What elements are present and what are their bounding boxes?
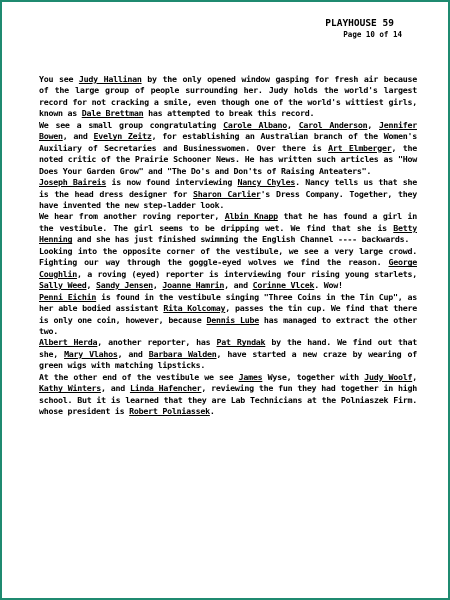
paragraph bbox=[39, 337, 417, 371]
person-name: Joanne Hamrin bbox=[162, 280, 225, 291]
text-run: , and bbox=[62, 131, 94, 142]
text-run: . Wow! bbox=[314, 280, 343, 291]
paragraph bbox=[39, 292, 417, 338]
person-name: Penni Eichin bbox=[39, 291, 97, 302]
text-run: , bbox=[367, 119, 380, 130]
paragraph bbox=[39, 211, 417, 245]
person-name: Sally Weed bbox=[39, 280, 87, 291]
document-title: PLAYHOUSE 59 bbox=[325, 18, 394, 29]
text-run: , for establishing an Australian branch of the Women's Auxiliary of Secretaries and Businesswomen. Over there is bbox=[39, 131, 417, 153]
person-name: Carol Anderson bbox=[298, 119, 368, 130]
text-run: , and bbox=[224, 280, 253, 291]
text-run: We hear from another roving reporter, bbox=[39, 211, 225, 222]
paragraph bbox=[39, 246, 417, 292]
person-name: Pat Ryndak bbox=[216, 337, 266, 348]
person-name: Mary Vlahos bbox=[64, 348, 118, 359]
text-run: You see bbox=[39, 74, 79, 84]
text-run: , have started a new craze by wearing of green wigs with matching lipsticks. bbox=[39, 348, 417, 371]
person-name: George Coughlin bbox=[39, 257, 417, 279]
person-name: Betty Henning bbox=[39, 222, 417, 245]
person-name: Judy Woolf bbox=[364, 371, 413, 382]
person-name: Robert Polniassek bbox=[129, 406, 210, 417]
person-name: Rita Kolcomay bbox=[163, 303, 226, 314]
text-run: . bbox=[209, 406, 215, 417]
text-run: , bbox=[152, 280, 163, 291]
person-name: Evelyn Zeitz bbox=[93, 131, 152, 142]
paragraph bbox=[39, 177, 417, 211]
text-run: At the other end of the vestibule we see bbox=[39, 371, 239, 382]
text-run: has attempted to break this record. bbox=[143, 108, 315, 119]
text-run: We see a small group congratulating bbox=[39, 119, 224, 130]
document-body bbox=[39, 74, 417, 418]
paragraph bbox=[39, 120, 417, 177]
person-name: Albert Herda bbox=[39, 337, 98, 348]
text-run: . Nancy tells us that she is the head dress designer for bbox=[39, 177, 417, 199]
person-name: Art Elmberger bbox=[328, 142, 392, 153]
text-run: that he has found a girl in the vestibule. The girl seems to be dripping wet. We find that she is bbox=[39, 211, 417, 233]
person-name: Corinne Vlcek bbox=[252, 280, 315, 291]
person-name: Albin Knapp bbox=[224, 211, 278, 222]
person-name: Judy Hallinan bbox=[78, 74, 142, 84]
person-name: Linda Hafencher bbox=[129, 383, 202, 394]
text-run: , bbox=[86, 280, 96, 291]
person-name: Barbara Walden bbox=[148, 348, 217, 359]
person-name: Jennifer Bowen bbox=[39, 119, 417, 142]
person-name: Sandy Jensen bbox=[95, 280, 153, 291]
text-run: , reviewing the fun they had together in high school. But it is learned that they are Lab Technicians at the Polniaszek Firm. whose president is bbox=[39, 383, 417, 417]
text-run: Wyse, together with bbox=[262, 371, 365, 382]
person-name: Dennis Lube bbox=[206, 314, 259, 325]
text-run: has managed to extract the other two. bbox=[39, 314, 417, 336]
text-run: is now found interviewing bbox=[106, 177, 238, 188]
text-run: , bbox=[412, 371, 417, 382]
person-name: Kathy Winters bbox=[39, 383, 101, 394]
text-run: , and bbox=[100, 383, 130, 394]
person-name: James bbox=[238, 371, 263, 382]
text-run: , and bbox=[117, 348, 149, 359]
text-run: , the noted critic of the Prairie Schooner News. He has written such articles as "How Does Your Garden Grow" and "The Do's and Don'ts of Raising Anteaters". bbox=[39, 142, 418, 176]
person-name: Dale Brettman bbox=[81, 108, 144, 119]
text-run: , passes the tin cup. We find that there is only one coin, however, because bbox=[39, 303, 418, 325]
text-run: Looking into the opposite corner of the vestibule, we see a very large crowd. Fighting our way through the goggle-eyed wolves we find the reason. bbox=[39, 245, 417, 268]
text-run: by the only opened window gasping for fresh air because of the large group of people surrounding her. Judy holds the world's largest record for not cracking a smile, even though one of the world's wittiest girls, known as bbox=[39, 74, 418, 119]
text-run: by the hand. We find out that she, bbox=[39, 337, 418, 359]
person-name: Joseph Baireis bbox=[39, 177, 107, 188]
text-run: and she has just finished swimming the English Channel ---- backwards. bbox=[72, 234, 410, 245]
text-run: 's Dress Company. Together, they have invented the new step-ladder look. bbox=[39, 188, 417, 210]
page-header bbox=[325, 18, 402, 40]
paragraph bbox=[39, 74, 417, 120]
text-run: , a roving (eyed) reporter is interviewing four rising young starlets, bbox=[76, 268, 417, 279]
person-name: Sharon Carlier bbox=[192, 188, 261, 199]
text-run: is found in the vestibule singing "Three Coins in the Tin Cup", as her able bodied assistant bbox=[39, 291, 417, 314]
text-run: , another reporter, has bbox=[97, 337, 217, 348]
text-run: , bbox=[286, 119, 299, 130]
person-name: Nancy Chyles bbox=[237, 177, 296, 188]
page-number: Page 10 of 14 bbox=[343, 30, 402, 39]
person-name: Carole Albano bbox=[223, 119, 287, 130]
paragraph bbox=[39, 372, 417, 418]
